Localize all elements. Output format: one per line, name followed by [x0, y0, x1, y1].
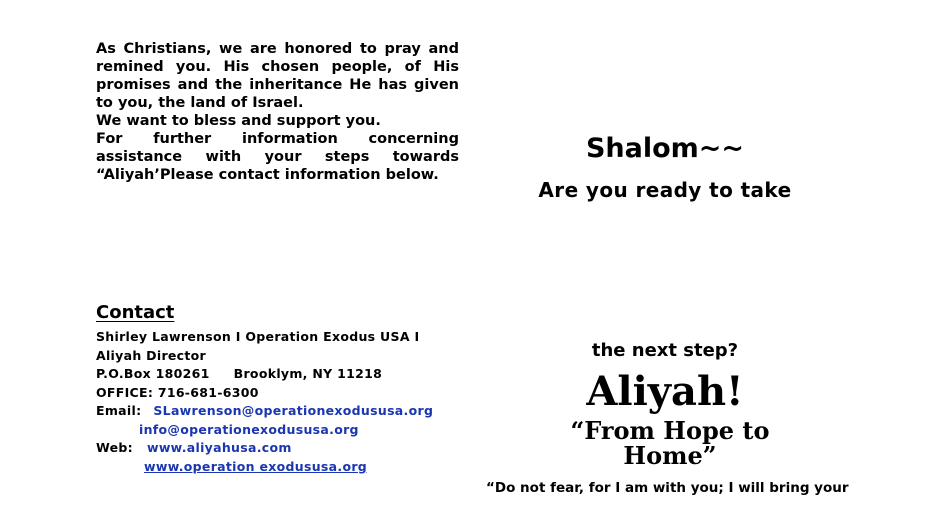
contact-name-line: Shirley Lawrenson I Operation Exodus USA I [96, 329, 420, 344]
email-link-slawrenson[interactable]: SLawrenson@operationexodususa.org [153, 403, 434, 418]
contact-po-box: P.O.Box 180261 [96, 366, 210, 381]
greeting-shalom: Shalom~~ [585, 133, 745, 164]
contact-heading: Contact [96, 302, 175, 323]
contact-web-row [96, 439, 456, 458]
contact-address [96, 365, 456, 384]
email-link-info[interactable]: info@operationexodususa.org [139, 421, 359, 437]
intro-paragraph-contact-info: For further information concerning assistance with your steps towards “Aliyah’Please contact information below. [96, 131, 459, 183]
intro-text-block [96, 40, 459, 184]
intro-paragraph-support: We want to bless and support you. [96, 113, 381, 129]
subtitle-hope-to-home: “From Hope to Home” [570, 416, 770, 470]
question-ready: Are you ready to take [538, 178, 792, 202]
intro-paragraph-prayer: As Christians, we are honored to pray and remined you. His chosen people, of His promises and the inheritance He has given to you, the land of Israel. [96, 41, 459, 111]
scripture-verse: “Do not fear, for I am with you; I will bring your [486, 480, 849, 496]
web-link-aliyahusa[interactable]: www.aliyahusa.com [146, 440, 292, 455]
contact-web-row-2 [96, 458, 456, 477]
contact-city: Brooklym, NY 11218 [233, 366, 383, 381]
title-aliyah: Aliyah! [586, 368, 744, 415]
contact-details [96, 328, 456, 476]
contact-office-phone: OFFICE: 716-681-6300 [96, 384, 259, 400]
question-next-step: the next step? [591, 340, 739, 361]
email-label: Email: [96, 403, 142, 418]
web-link-operation-exodus[interactable]: www.operation exodususa.org [144, 458, 368, 474]
contact-role: Aliyah Director [96, 347, 207, 363]
contact-email-row [96, 402, 456, 421]
contact-email-row-2 [96, 421, 456, 440]
web-label: Web: [96, 440, 133, 455]
